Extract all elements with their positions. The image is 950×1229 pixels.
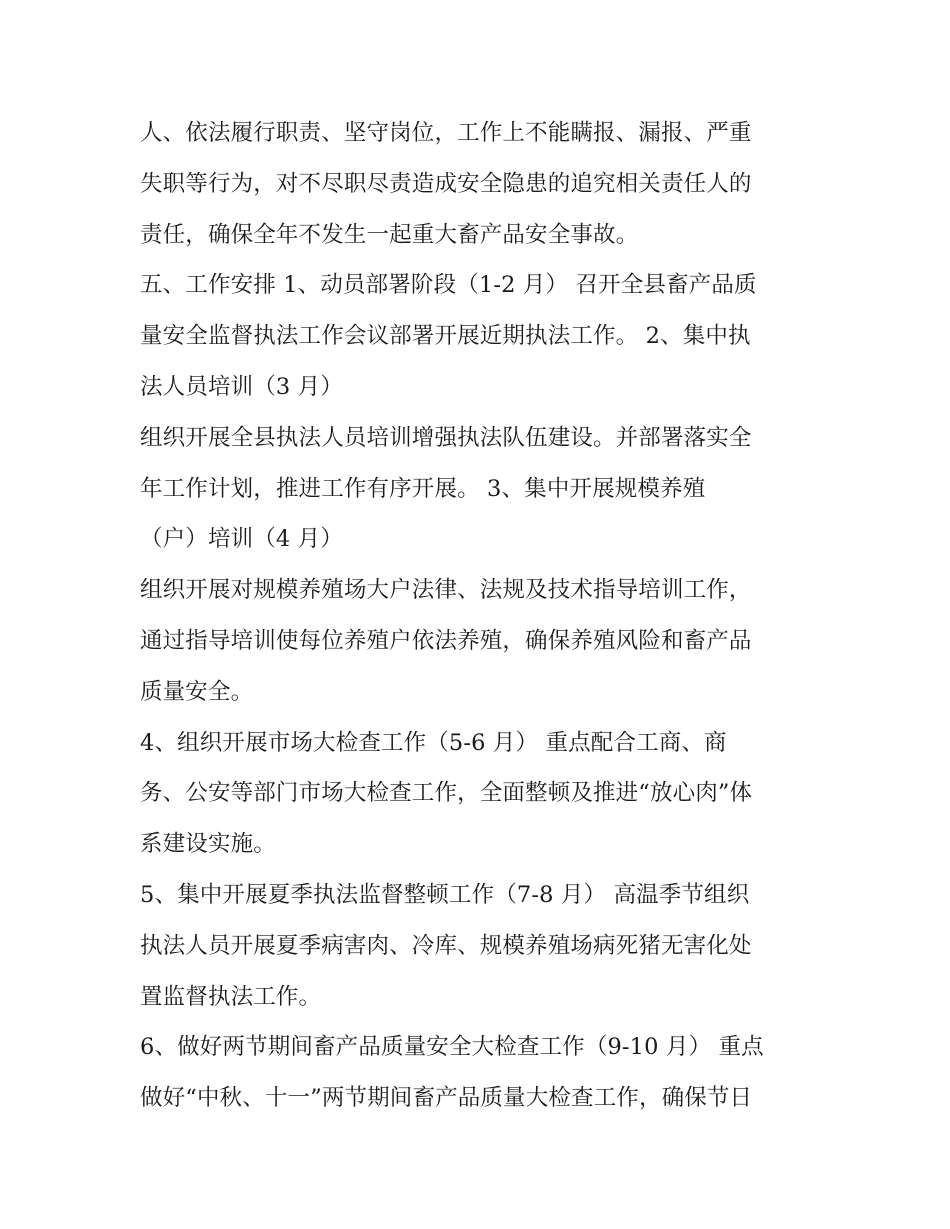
text-line: 质量安全。 xyxy=(140,678,254,705)
text-line: 系建设实施。 xyxy=(140,831,276,858)
text-line: 失职等行为，对不尽职尽责造成安全隐患的追究相关责任人的 xyxy=(140,170,752,197)
document-body xyxy=(140,108,820,1124)
text-line: 4、组织开展市场大检查工作（5-6 月） 重点配合工商、商 xyxy=(140,729,727,756)
text-line: 组织开展全县执法人员培训增强执法队伍建设。并部署落实全 xyxy=(140,424,752,451)
text-line: 量安全监督执法工作会议部署开展近期执法工作。 2、集中执 xyxy=(140,323,751,350)
text-line: 执法人员开展夏季病害肉、冷库、规模养殖场病死猪无害化处 xyxy=(140,932,752,959)
text-line: 五、工作安排 1、动员部署阶段（1-2 月） 召开全县畜产品质 xyxy=(140,272,757,299)
text-line: 务、公安等部门市场大检查工作，全面整顿及推进“放心肉”体 xyxy=(140,780,753,807)
text-line: 责任，确保全年不发生一起重大畜产品安全事故。 xyxy=(140,221,639,248)
text-line: 做好“中秋、十一”两节期间畜产品质量大检查工作，确保节日 xyxy=(140,1085,753,1112)
text-line: 人、依法履行职责、坚守岗位，工作上不能瞒报、漏报、严重 xyxy=(140,120,752,146)
text-line: 置监督执法工作。 xyxy=(140,983,322,1010)
text-line: （户）培训（4 月） xyxy=(140,526,343,553)
text-line: 通过指导培训使每位养殖户依法养殖，确保养殖风险和畜产品 xyxy=(140,627,752,654)
text-line: 年工作计划，推进工作有序开展。 3、集中开展规模养殖 xyxy=(140,475,706,502)
text-line: 5、集中开展夏季执法监督整顿工作（7-8 月） 高温季节组织 xyxy=(140,881,750,908)
text-line: 组织开展对规模养殖场大户法律、法规及技术指导培训工作， xyxy=(140,577,752,604)
text-line: 6、做好两节期间畜产品质量安全大检查工作（9-10 月） 重点 xyxy=(140,1034,764,1061)
text-line: 法人员培训（3 月） xyxy=(140,373,343,400)
